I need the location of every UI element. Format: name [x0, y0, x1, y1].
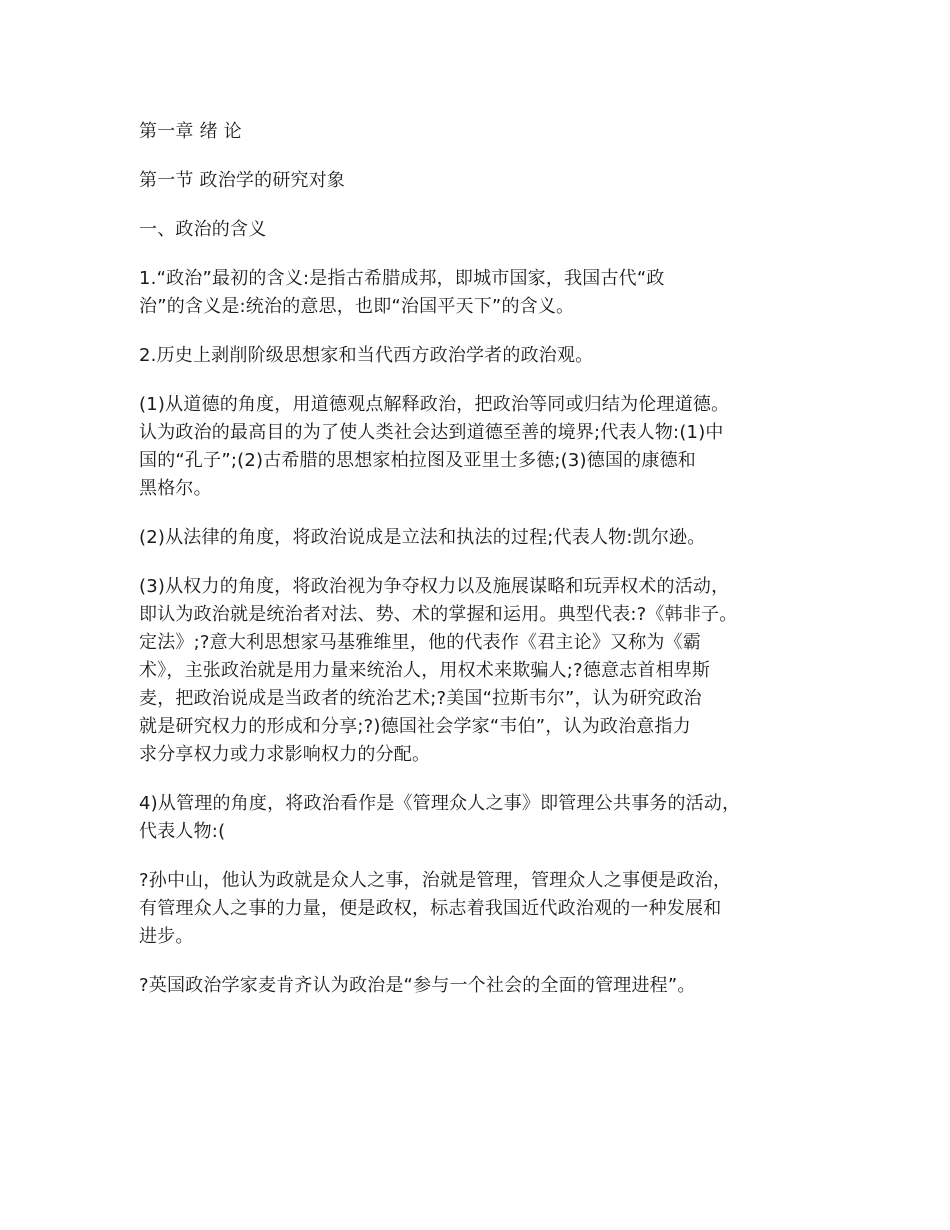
text-line: 术》，主张政治就是用力量来统治人，用权术来欺骗人;?德意志首相卑斯 — [139, 660, 711, 681]
paragraph-management-view — [139, 790, 839, 846]
paragraph-legal-view — [139, 524, 839, 552]
paragraph-historical-views — [139, 342, 839, 370]
text-line: 2.历史上剥削阶级思想家和当代西方政治学者的政治观。 — [139, 345, 594, 366]
text-line: 就是研究权力的形成和分享;?)德国社会学家“韦伯”，认为政治意指力 — [139, 716, 691, 737]
text-line: ?孙中山，他认为政就是众人之事，治就是管理，管理众人之事便是政治， — [139, 870, 732, 891]
text-line: 4)从管理的角度，将政治看作是《管理众人之事》即管理公共事务的活动， — [139, 793, 741, 814]
text-line: 治”的含义是:统治的意思，也即“治国平天下”的含义。 — [139, 296, 575, 317]
text-line: (3)从权力的角度，将政治视为争夺权力以及施展谋略和玩弄权术的活动， — [139, 576, 730, 597]
text-line: 国的“孔子”;(2)古希腊的思想家柏拉图及亚里士多德;(3)德国的康德和 — [139, 450, 696, 471]
text-line: 有管理众人之事的力量，便是政权，标志着我国近代政治观的一种发展和 — [139, 898, 722, 919]
paragraph-moral-view — [139, 391, 839, 503]
document-body — [139, 118, 839, 1021]
paragraph-power-view — [139, 573, 839, 769]
text-line: 第一节 政治学的研究对象 — [139, 170, 346, 191]
paragraph-original-meaning — [139, 265, 839, 321]
paragraph-sun-yatsen — [139, 867, 839, 951]
text-line: 黑格尔。 — [139, 478, 212, 499]
text-line: 麦，把政治说成是当政者的统治艺术;?美国“拉斯韦尔”，认为研究政治 — [139, 688, 702, 709]
subsection-heading — [139, 216, 839, 244]
paragraph-mackenzie — [139, 972, 839, 1000]
text-line: 定法》;?意大利思想家马基雅维里，他的代表作《君主论》又称为《霸 — [139, 632, 702, 653]
text-line: ?英国政治学家麦肯齐认为政治是“参与一个社会的全面的管理进程”。 — [139, 975, 696, 996]
section-heading — [139, 167, 839, 195]
text-line: 认为政治的最高目的为了使人类社会达到道德至善的境界;代表人物:(1)中 — [139, 422, 724, 443]
text-line: 1.“政治”最初的含义:是指古希腊成邦，即城市国家，我国古代“政 — [139, 268, 665, 289]
text-line: 即认为政治就是统治者对法、势、术的掌握和运用。典型代表:?《韩非子。 — [139, 604, 738, 625]
text-line: 第一章 绪 论 — [139, 121, 242, 142]
text-line: 进步。 — [139, 926, 194, 947]
chapter-heading — [139, 118, 839, 146]
text-line: 一、政治的含义 — [139, 219, 267, 240]
text-line: 求分享权力或力求影响权力的分配。 — [139, 744, 431, 765]
text-line: 代表人物:( — [139, 821, 226, 842]
text-line: (1)从道德的角度，用道德观点解释政治，把政治等同或归结为伦理道德。 — [139, 394, 730, 415]
text-line: (2)从法律的角度，将政治说成是立法和执法的过程;代表人物:凯尔逊。 — [139, 527, 706, 548]
